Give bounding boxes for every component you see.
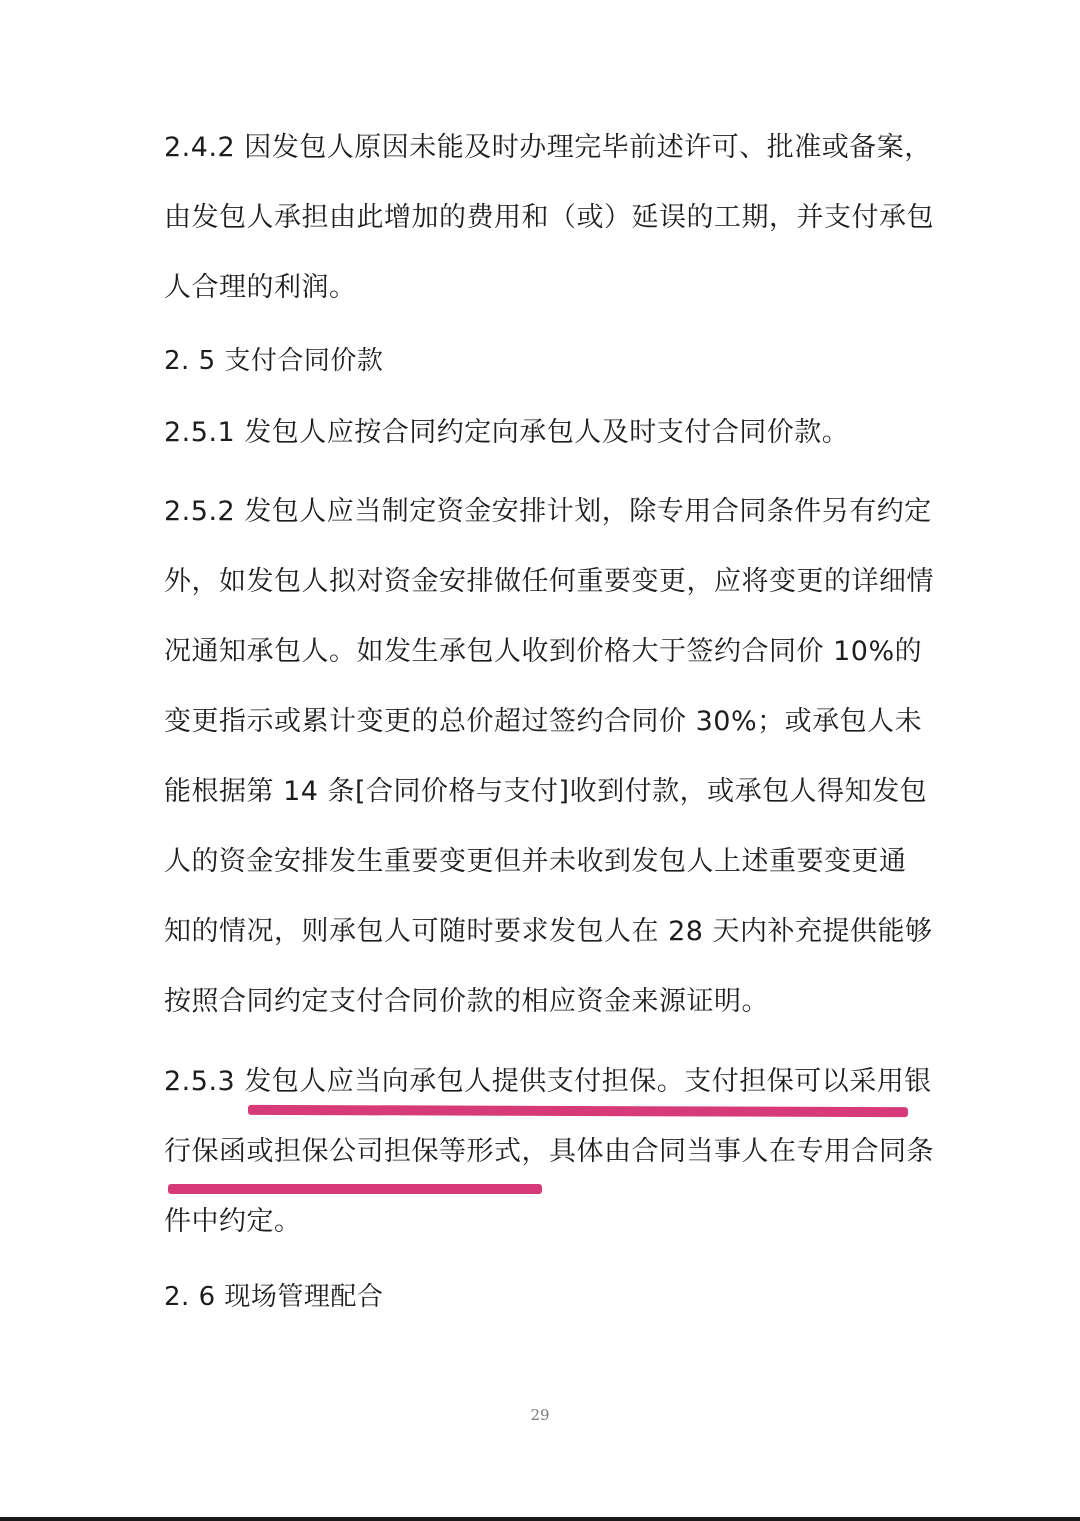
clause-2-5-2-line-1: 2.5.2 发包人应当制定资金安排计划，除专用合同条件另有约定 [164, 496, 932, 527]
clause-2-4-2-line-3: 人合理的利润。 [164, 272, 357, 303]
clause-2-5-2-line-7: 知的情况，则承包人可随时要求发包人在 28 天内补充提供能够 [164, 916, 933, 947]
highlight-underline-1 [248, 1105, 908, 1117]
clause-2-5-1: 2.5.1 发包人应按合同约定向承包人及时支付合同价款。 [164, 417, 850, 448]
clause-2-4-2-line-1: 2.4.2 因发包人原因未能及时办理完毕前述许可、批准或备案， [164, 132, 932, 163]
highlight-underline-2 [168, 1184, 542, 1194]
clause-2-5-2-line-8: 按照合同约定支付合同价款的相应资金来源证明。 [164, 986, 769, 1017]
clause-2-5-2-line-6: 人的资金安排发生重要变更但并未收到发包人上述重要变更通 [164, 846, 907, 877]
clause-2-5-3-line-2: 行保函或担保公司担保等形式，具体由合同当事人在专用合同条 [164, 1136, 934, 1167]
section-2-5-heading: 2. 5 支付合同价款 [164, 346, 384, 376]
clause-2-4-2-line-2: 由发包人承担由此增加的费用和（或）延误的工期，并支付承包 [164, 202, 934, 233]
section-2-6-heading: 2. 6 现场管理配合 [164, 1282, 384, 1312]
clause-2-5-2-line-5: 能根据第 14 条[合同价格与支付]收到付款，或承包人得知发包 [164, 776, 928, 807]
clause-2-5-2-line-2: 外，如发包人拟对资金安排做任何重要变更，应将变更的详细情 [164, 566, 934, 597]
clause-2-5-3-line-3: 件中约定。 [164, 1206, 302, 1237]
page-bottom-edge [0, 1517, 1080, 1521]
clause-2-5-2-line-4: 变更指示或累计变更的总价超过签约合同价 30%；或承包人未 [164, 706, 923, 737]
clause-2-5-2-line-3: 况通知承包人。如发生承包人收到价格大于签约合同价 10%的 [164, 636, 923, 667]
page-number: 29 [530, 1406, 550, 1424]
clause-2-5-3-line-1: 2.5.3 发包人应当向承包人提供支付担保。支付担保可以采用银 [164, 1066, 932, 1097]
